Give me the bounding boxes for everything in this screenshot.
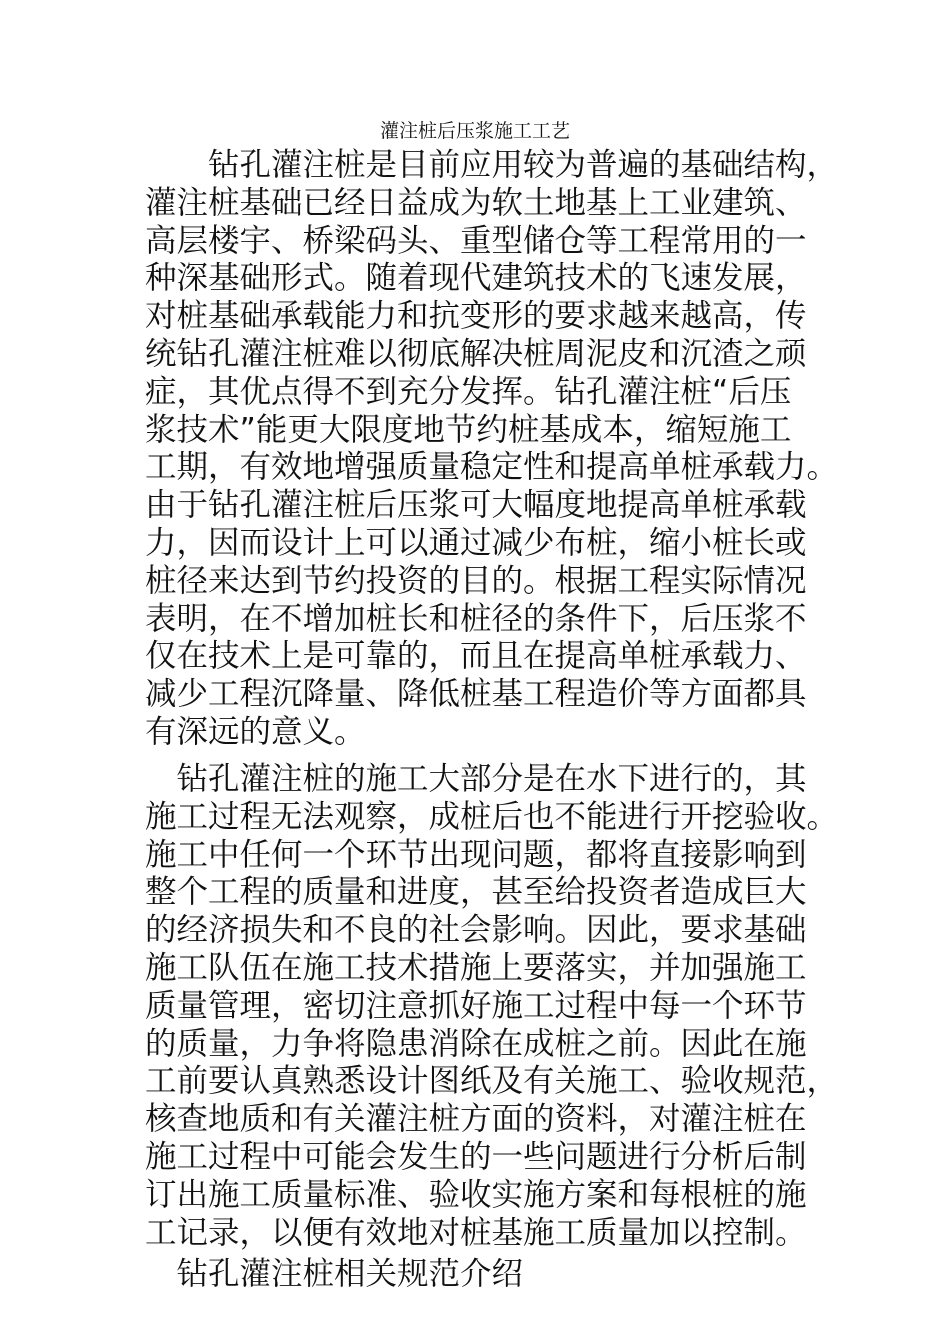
- text-line: 订出施工质量标准、验收实施方案和每根桩的施: [145, 1176, 807, 1213]
- text-line: 种深基础形式。随着现代建筑技术的飞速发展，: [145, 260, 807, 297]
- text-line: 力，因而设计上可以通过减少布桩，缩小桩长或: [145, 524, 807, 561]
- text-line: 仅在技术上是可靠的，而且在提高单桩承载力、: [145, 638, 807, 675]
- paragraph-intro: [145, 147, 839, 752]
- text-line: 高层楼宇、桥梁码头、重型储仓等工程常用的一: [145, 222, 807, 259]
- text-line: 质量管理，密切注意抓好施工过程中每一个环节: [145, 987, 807, 1024]
- text-line: 施工过程中可能会发生的一些问题进行分析后制: [145, 1138, 807, 1175]
- text-line: 钻孔灌注桩的施工大部分是在水下进行的，其: [145, 761, 807, 797]
- text-line: 统钻孔灌注桩难以彻底解决桩周泥皮和沉渣之顽: [145, 335, 807, 372]
- text-line: 核查地质和有关灌注桩方面的资料，对灌注桩在: [145, 1101, 807, 1138]
- text-line: 症，其优点得不到充分发挥。钻孔灌注桩“后压: [145, 373, 792, 410]
- text-line: 浆技术”能更大限度地节约桩基成本，缩短施工: [145, 411, 792, 448]
- text-line: 对桩基础承载能力和抗变形的要求越来越高，传: [145, 298, 807, 335]
- text-line: 整个工程的质量和进度，甚至给投资者造成巨大: [145, 874, 807, 911]
- text-line: 表明，在不增加桩长和桩径的条件下，后压浆不: [145, 600, 807, 637]
- text-line: 施工中任何一个环节出现问题，都将直接影响到: [145, 836, 807, 873]
- text-line: 施工队伍在施工技术措施上要落实，并加强施工: [145, 949, 807, 986]
- text-line: 桩径来达到节约投资的目的。根据工程实际情况: [145, 562, 807, 599]
- text-line: 工记录，以便有效地对桩基施工质量加以控制。: [145, 1214, 807, 1251]
- text-line: 由于钻孔灌注桩后压浆可大幅度地提高单桩承载: [145, 487, 807, 524]
- text-line: 施工过程无法观察，成桩后也不能进行开挖验收。: [145, 798, 839, 835]
- paragraph-construction: [145, 761, 839, 1252]
- text-line: 工前要认真熟悉设计图纸及有关施工、验收规范，: [145, 1063, 839, 1100]
- text-line: 灌注桩基础已经日益成为软土地基上工业建筑、: [145, 184, 807, 221]
- text-line: 钻孔灌注桩相关规范介绍: [145, 1256, 524, 1292]
- document-title: 灌注桩后压浆施工工艺: [379, 120, 570, 142]
- text-line: 工期，有效地增强质量稳定性和提高单桩承载力。: [145, 449, 839, 486]
- text-line: 钻孔灌注桩是目前应用较为普遍的基础结构，: [145, 147, 839, 183]
- text-line: 的质量，力争将隐患消除在成桩之前。因此在施: [145, 1025, 807, 1062]
- text-line: 减少工程沉降量、降低桩基工程造价等方面都具: [145, 676, 807, 713]
- section-heading: [145, 1256, 825, 1294]
- text-line: 的经济损失和不良的社会影响。因此，要求基础: [145, 912, 807, 949]
- text-line: 有深远的意义。: [145, 713, 366, 750]
